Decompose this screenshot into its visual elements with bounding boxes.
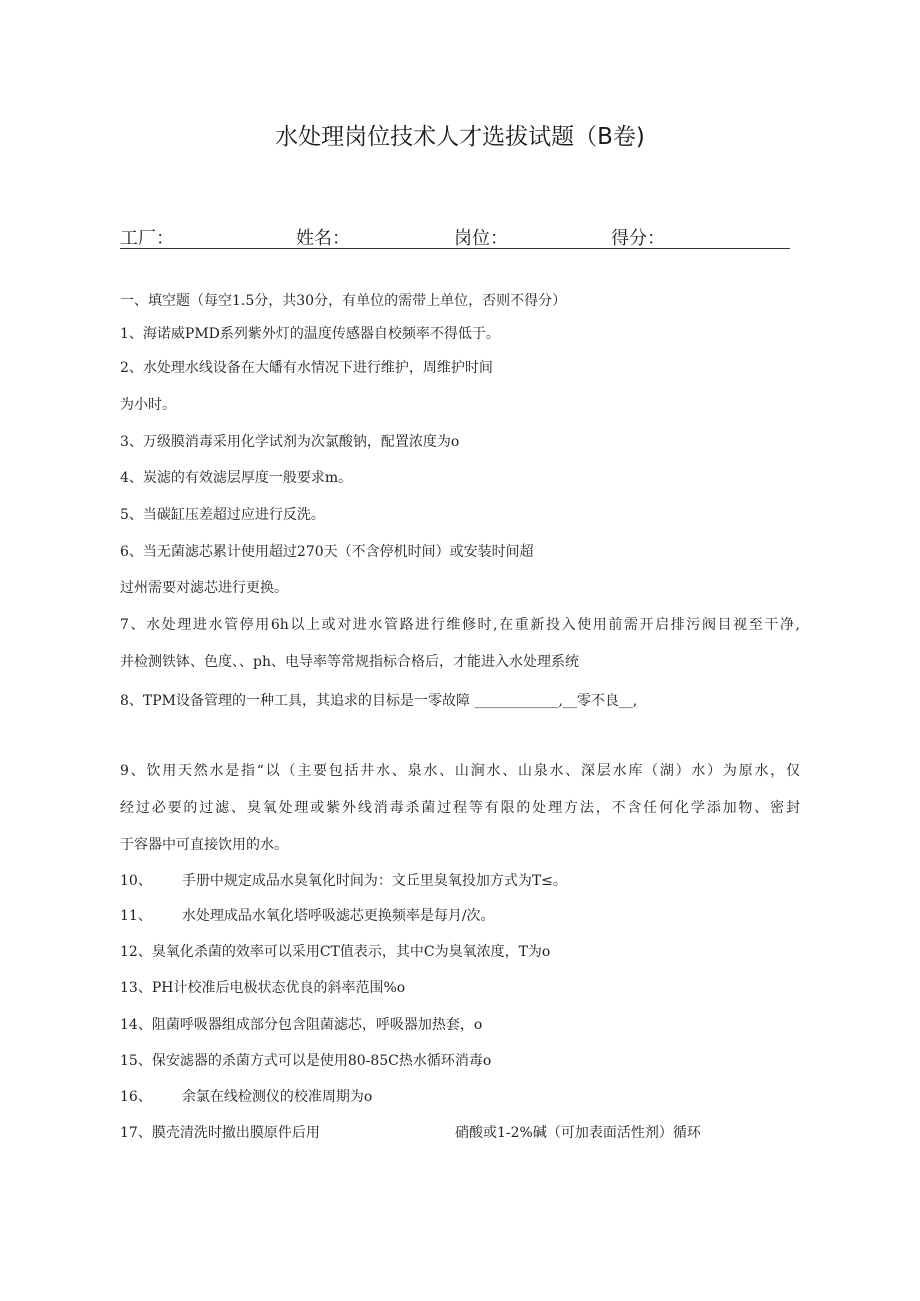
question-3: 3、万级膜消毒采用化学试剂为次氯酸钠，配置浓度为o [120,434,460,450]
question-9-line-3: 于容器中可直接饮用的水。 [120,837,288,853]
factory-label: 工厂： [120,228,174,249]
question-9-line-2: 经过必要的过滤、臭氧处理或紫外线消毒杀菌过程等有限的处理方法，不含任何化学添加物、密封 [120,800,800,816]
section-heading: 一、填空题（每空1.5分，共30分，有单位的需带上单位，否则不得分） [120,293,567,309]
question-6-line-1: 6、当无菌滤芯累计使用超过270天（不含停机时间）或安装时间超 [120,544,534,560]
question-11 [120,905,495,925]
question-11-number: 11、 [120,908,152,924]
question-8: 8、TPM设备管理的一种工具，其追求的目标是一零故障 ____________,__零不良__, [120,693,638,709]
question-7-line-1: 7、水处理进水管停用6h以上或对进水管路进行维修时,在重新投入使用前需开启排污阀目视至干净, [120,617,800,633]
question-11-text: 水处理成品水氧化塔呼吸滤芯更换频率是每月/次。 [181,908,495,924]
question-10 [120,870,567,890]
question-6-line-2: 过州需要对滤芯进行更换。 [120,580,288,596]
question-2-line-1: 2、水处理水线设备在大皤有水情况下进行维护，周维护时间 [120,360,493,376]
question-5: 5、当碳缸压差超过应进行反洗。 [120,507,325,523]
score-label: 得分： [611,228,665,249]
question-15: 15、保安滤器的杀菌方式可以是使用80-85C热水循环消毒o [120,1053,492,1069]
question-12: 12、臭氧化杀菌的效率可以采用CT值表示，其中C为臭氧浓度，T为o [120,944,551,960]
question-16-text: 余氯在线检测仪的校准周期为o [181,1089,373,1105]
question-2-line-2: 为小时。 [120,397,176,413]
question-16 [120,1086,372,1106]
post-label: 岗位： [454,228,508,249]
question-1: 1、海诺威PMD系列紫外灯的温度传感器自校频率不得低于。 [120,326,500,342]
question-13: 13、PH计校准后电极状态优良的斜率范围%o [120,980,406,996]
document-title: 水处理岗位技术人才选拔试题（B卷) [275,124,645,150]
question-9-line-1: 9、饮用天然水是指“以（主要包括井水、泉水、山涧水、山泉水、深层水库（湖）水）为原水，仅 [120,763,800,779]
question-16-number: 16、 [120,1089,152,1105]
question-4: 4、炭滤的有效滤层厚度一般要求m。 [120,470,353,486]
question-14: 14、阻菌呼吸器组成部分包含阻菌滤芯，呼吸器加热套，o [120,1017,483,1033]
question-10-text: 手册中规定成品水臭氧化时间为：文丘里臭氧投加方式为T≤。 [181,873,567,889]
question-7-line-2: 并检测铁钵、色度、、ph、电导率等常规指标合格后，才能进入水处理系统 [120,654,579,670]
question-10-number: 10、 [120,873,152,889]
question-17-part-b: 硝酸或1-2%碱（可加表面活性剂）循环 [455,1125,701,1141]
question-17-part-a: 17、膜壳清洗时撤出膜原件后用 [120,1125,320,1141]
name-label: 姓名： [296,228,350,249]
candidate-info-row [120,224,790,249]
